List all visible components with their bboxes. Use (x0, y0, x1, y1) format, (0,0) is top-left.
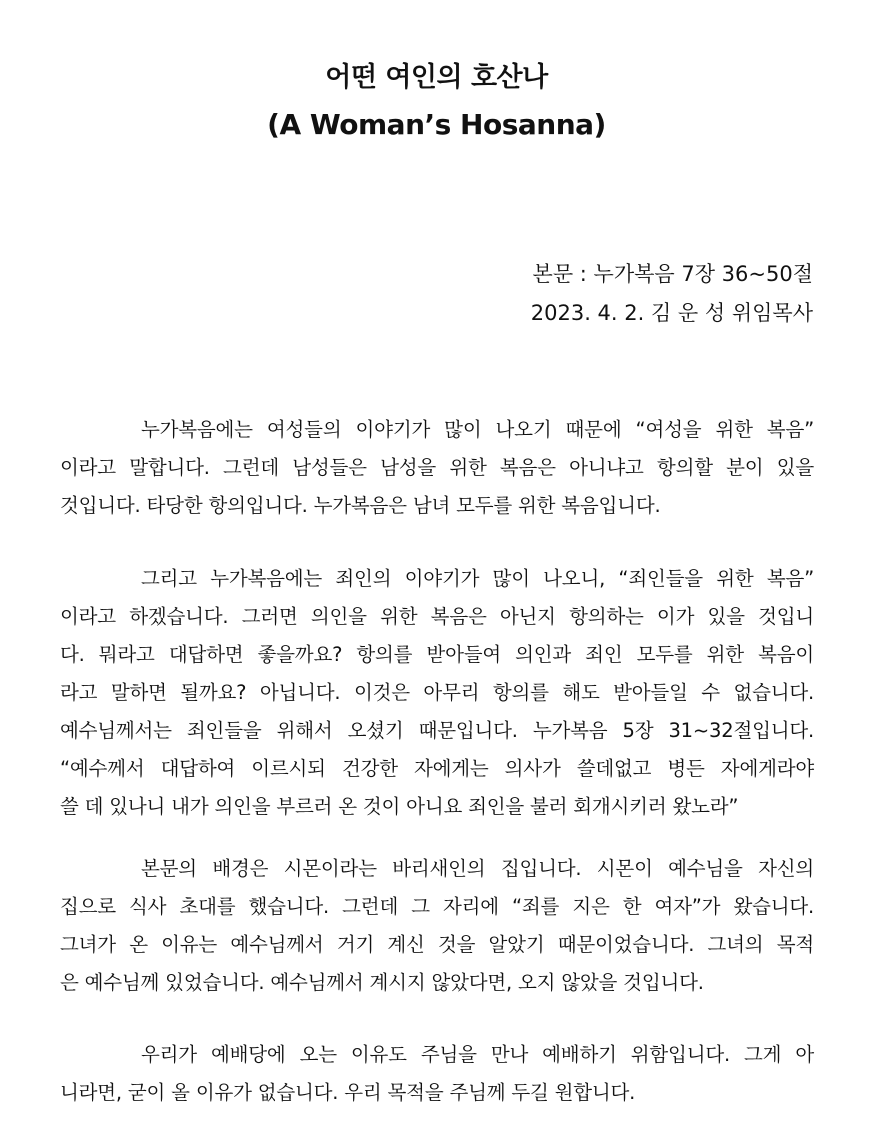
paragraph-line: 본문의 배경은 시몬이라는 바리새인의 집입니다. 시몬이 예수님을 자신의 (141, 857, 814, 880)
paragraph-line: “예수께서 대답하여 이르시되 건강한 자에게는 의사가 쓸데없고 병든 자에게라야 (60, 757, 814, 780)
paragraph-line: 그리고 누가복음에는 죄인의 이야기가 많이 나오니, “죄인들을 위한 복음” (141, 567, 814, 590)
paragraph-line: 쓸 데 있나니 내가 의인을 부르러 온 것이 아니요 죄인을 불러 회개시키러 왔노라” (60, 795, 739, 818)
paragraph-line: 이라고 말합니다. 그런데 남성들은 남성을 위한 복음은 아니냐고 항의할 분이 있을 (60, 456, 814, 479)
paragraph-line: 라고 말하면 될까요? 아닙니다. 이것은 아무리 항의를 해도 받아들일 수 없습니다. (60, 681, 814, 704)
paragraph-line: 이라고 하겠습니다. 그러면 의인을 위한 복음은 아닌지 항의하는 이가 있을 것입니 (60, 605, 814, 628)
paragraph-line: 그녀가 온 이유는 예수님께서 거기 계신 것을 알았기 때문이었습니다. 그녀의 목적 (60, 933, 814, 956)
paragraph-line: 은 예수님께 있었습니다. 예수님께서 계시지 않았다면, 오지 않았을 것입니다. (60, 971, 704, 994)
date-author: 2023. 4. 2. 김 운 성 위임목사 (530, 301, 813, 325)
scripture-reference: 본문 : 누가복음 7장 36~50절 (532, 262, 813, 286)
paragraph-line: 누가복음에는 여성들의 이야기가 많이 나오기 때문에 “여성을 위한 복음” (141, 418, 814, 441)
sermon-title: 어떤 여인의 호산나 (325, 62, 548, 93)
paragraph-line: 다. 뭐라고 대답하면 좋을까요? 항의를 받아들여 의인과 죄인 모두를 위한 복음이 (60, 643, 814, 666)
paragraph-line: 예수님께서는 죄인들을 위해서 오셨기 때문입니다. 누가복음 5장 31~32절입니다. (60, 719, 814, 742)
paragraph-line: 우리가 예배당에 오는 이유도 주님을 만나 예배하기 위함입니다. 그게 아 (141, 1043, 814, 1066)
paragraph-2 (60, 560, 814, 826)
paragraph-4 (60, 1036, 814, 1112)
sermon-subtitle: (A Woman’s Hosanna) (267, 108, 606, 141)
paragraph-1 (60, 411, 814, 525)
paragraph-line: 것입니다. 타당한 항의입니다. 누가복음은 남녀 모두를 위한 복음입니다. (60, 494, 661, 517)
paragraph-3 (60, 850, 814, 1002)
paragraph-line: 집으로 식사 초대를 했습니다. 그런데 그 자리에 “죄를 지은 한 여자”가 왔습니다. (60, 895, 814, 918)
paragraph-line: 니라면, 굳이 올 이유가 없습니다. 우리 목적을 주님께 두길 원합니다. (60, 1081, 636, 1104)
